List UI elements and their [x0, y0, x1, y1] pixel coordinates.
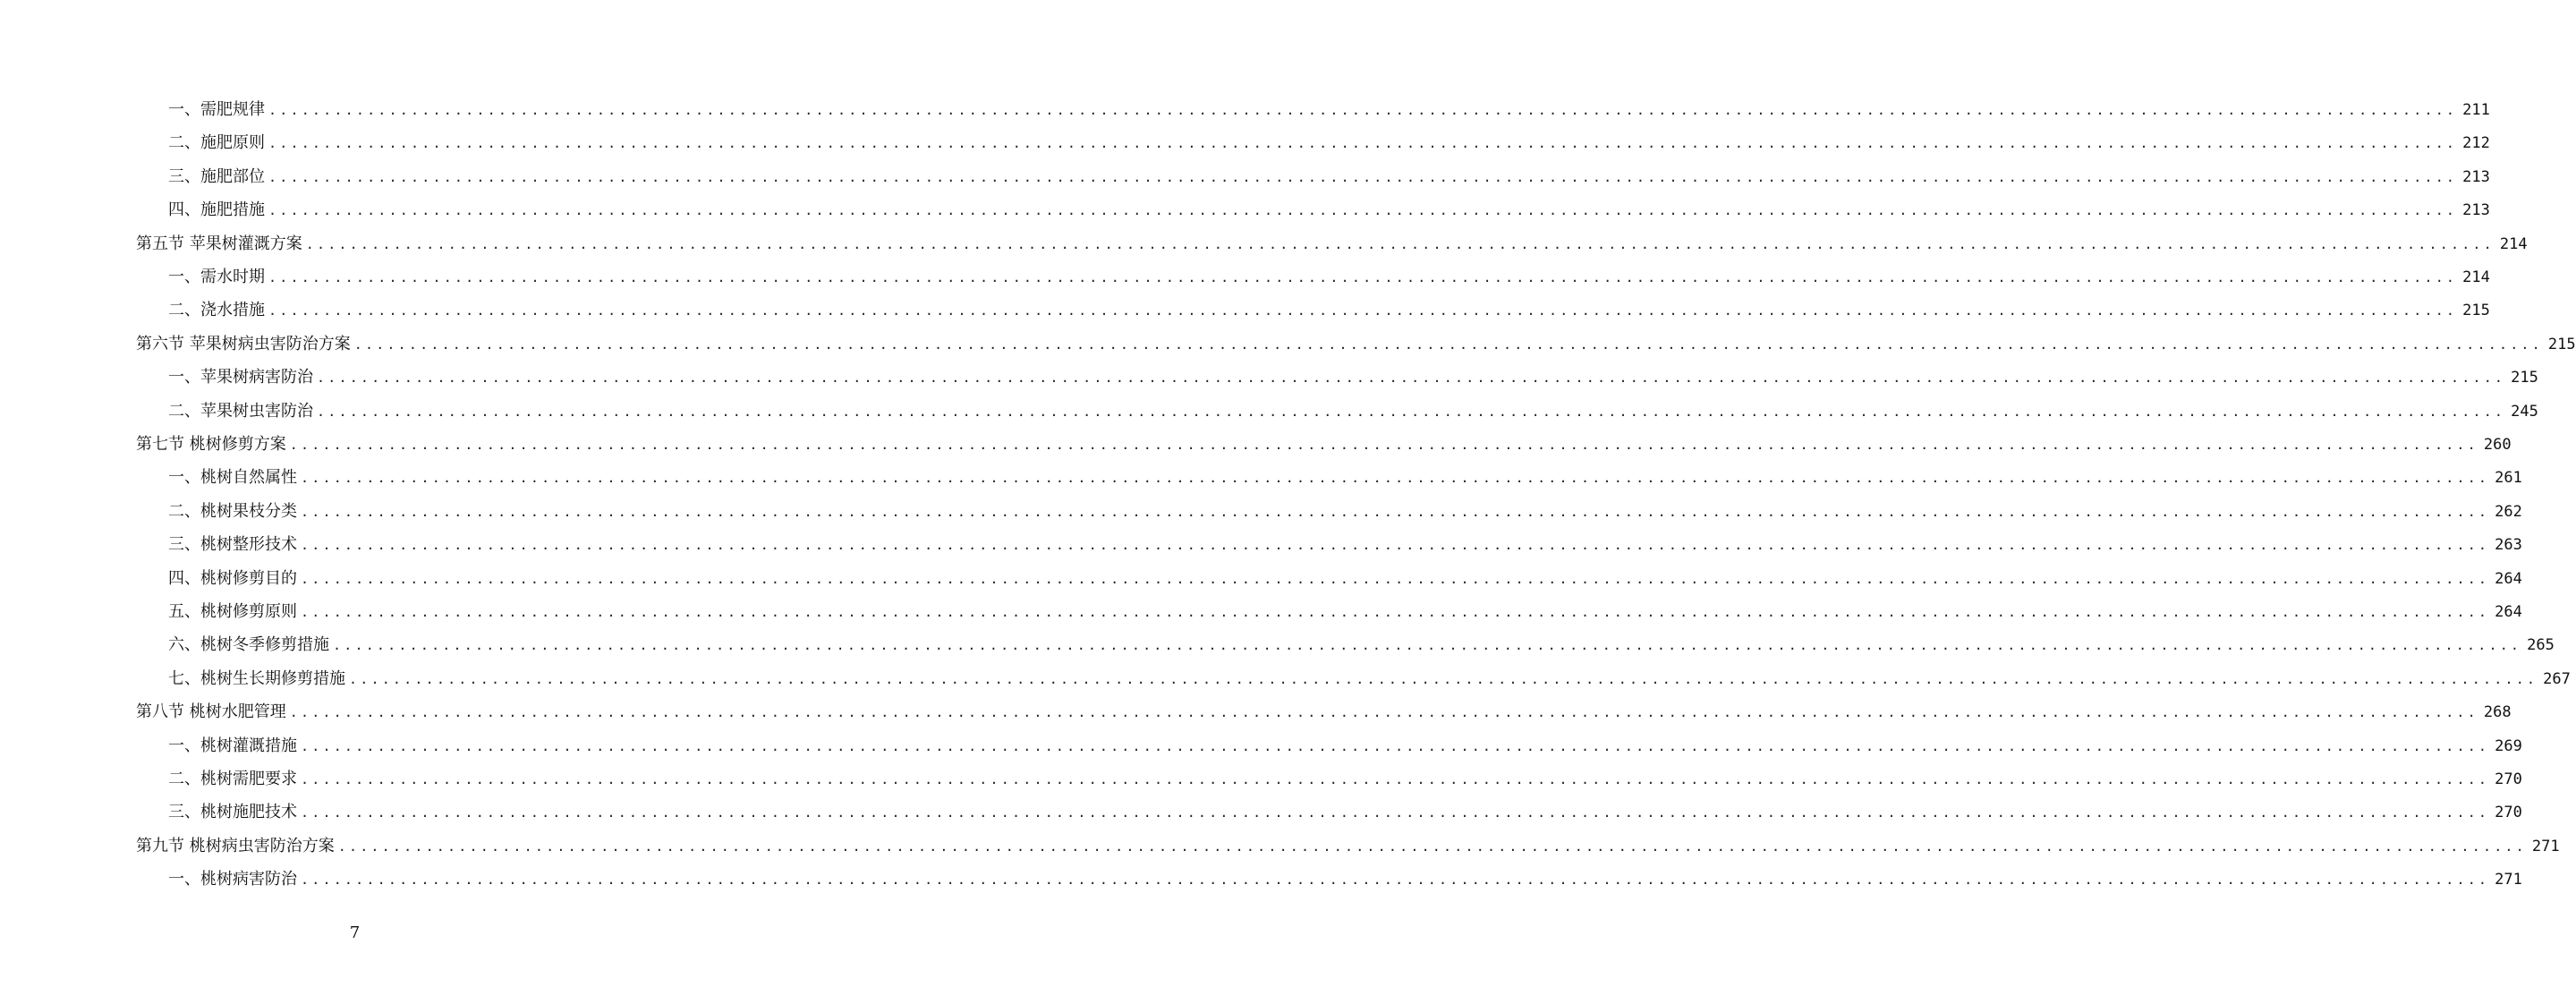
- toc-entry-page: 268: [2483, 703, 2512, 722]
- toc-subsection-entry[interactable]: [168, 388, 2538, 421]
- dot-leader: ........................................................................................................................................................................................................: [301, 470, 2490, 487]
- toc-section-entry[interactable]: [136, 689, 2512, 722]
- toc-entry-label: 一、桃树自然属性: [168, 468, 297, 488]
- toc-entry-label: 第九节 桃树病虫害防治方案: [136, 836, 335, 855]
- toc-subsection-entry[interactable]: [168, 589, 2522, 622]
- toc-entry-label: 三、桃树施肥技术: [168, 803, 297, 822]
- toc-entry-page: 245: [2511, 402, 2538, 421]
- toc-entry-label: 一、需肥规律: [168, 100, 265, 119]
- dot-leader: ........................................................................................................................................................................................................: [353, 336, 2543, 353]
- page-number: 7: [349, 923, 361, 942]
- dot-leader: ........................................................................................................................................................................................................: [333, 637, 2522, 654]
- toc-subsection-entry[interactable]: [168, 120, 2490, 153]
- toc-entry-page: 267: [2543, 669, 2571, 688]
- dot-leader: ........................................................................................................................................................................................................: [301, 771, 2490, 787]
- toc-entry-label: 第七节 桃树修剪方案: [136, 435, 286, 454]
- dot-leader: ........................................................................................................................................................................................................: [268, 269, 2458, 285]
- toc-entry-label: 二、浇水措施: [168, 301, 265, 320]
- toc-subsection-entry[interactable]: [168, 354, 2538, 387]
- toc-entry-page: 271: [2495, 871, 2522, 889]
- toc-entry-page: 263: [2495, 536, 2522, 555]
- dot-leader: ........................................................................................................................................................................................................: [289, 704, 2478, 721]
- toc-entry-label: 二、苹果树虫害防治: [168, 401, 313, 421]
- toc-entry-page: 264: [2495, 603, 2522, 621]
- toc-entry-page: 215: [2462, 302, 2490, 320]
- dot-leader: ........................................................................................................................................................................................................: [317, 370, 2506, 387]
- dot-leader: ........................................................................................................................................................................................................: [301, 872, 2490, 889]
- toc-entry-page: 212: [2462, 134, 2490, 153]
- toc-entry-label: 六、桃树冬季修剪措施: [168, 635, 329, 655]
- dot-leader: ........................................................................................................................................................................................................: [301, 804, 2490, 821]
- dot-leader: ........................................................................................................................................................................................................: [301, 737, 2490, 754]
- toc-subsection-entry[interactable]: [168, 756, 2522, 789]
- toc-entry-page: 270: [2495, 770, 2522, 788]
- toc-entry-page: 271: [2531, 837, 2560, 855]
- toc-entry-page: 261: [2495, 469, 2522, 488]
- dot-leader: ........................................................................................................................................................................................................: [289, 437, 2478, 453]
- toc-entry-page: 262: [2495, 502, 2522, 521]
- toc-entry-label: 二、桃树需肥要求: [168, 770, 297, 788]
- toc-subsection-entry[interactable]: [168, 522, 2522, 555]
- dot-leader: ........................................................................................................................................................................................................: [268, 135, 2458, 152]
- toc-entry-label: 五、桃树修剪原则: [168, 602, 297, 621]
- dot-leader: ........................................................................................................................................................................................................: [301, 503, 2490, 520]
- toc-subsection-entry[interactable]: [168, 187, 2490, 220]
- toc-entry-label: 一、苹果树病害防治: [168, 368, 313, 387]
- toc-subsection-entry[interactable]: [168, 723, 2522, 756]
- toc-subsection-entry[interactable]: [168, 489, 2522, 522]
- toc-entry-page: 211: [2462, 101, 2490, 119]
- toc-entry-label: 一、桃树病害防治: [168, 870, 297, 889]
- dot-leader: ........................................................................................................................................................................................................: [268, 302, 2458, 319]
- toc-entry-page: 214: [2462, 268, 2490, 286]
- toc-subsection-entry[interactable]: [168, 622, 2555, 655]
- dot-leader: ........................................................................................................................................................................................................: [301, 537, 2490, 554]
- dot-leader: ........................................................................................................................................................................................................: [268, 202, 2458, 219]
- dot-leader: ........................................................................................................................................................................................................: [349, 670, 2538, 687]
- toc-entry-page: 265: [2527, 636, 2555, 655]
- toc-subsection-entry[interactable]: [168, 254, 2490, 287]
- toc-section-entry[interactable]: [136, 321, 2576, 354]
- toc-entry-page: 213: [2462, 201, 2490, 220]
- toc-entry-page: 264: [2495, 569, 2522, 588]
- dot-leader: ........................................................................................................................................................................................................: [301, 604, 2490, 620]
- dot-leader: ........................................................................................................................................................................................................: [268, 102, 2458, 118]
- toc-entry-page: 213: [2462, 167, 2490, 186]
- toc-section-entry[interactable]: [136, 221, 2528, 254]
- toc-entry-label: 一、桃树灌溉措施: [168, 736, 297, 755]
- toc-subsection-entry[interactable]: [168, 856, 2522, 889]
- toc-entry-label: 一、需水时期: [168, 268, 265, 286]
- toc-section-entry[interactable]: [136, 823, 2560, 856]
- toc-entry-label: 第五节 苹果树灌溉方案: [136, 234, 302, 253]
- toc-entry-page: 214: [2499, 234, 2528, 253]
- dot-leader: ........................................................................................................................................................................................................: [337, 838, 2527, 855]
- toc-entry-page: 215: [2547, 335, 2576, 353]
- toc-subsection-entry[interactable]: [168, 556, 2522, 589]
- dot-leader: ........................................................................................................................................................................................................: [305, 235, 2495, 252]
- dot-leader: ........................................................................................................................................................................................................: [268, 168, 2458, 185]
- toc-entry-label: 第八节 桃树水肥管理: [136, 702, 286, 722]
- toc-entry-label: 七、桃树生长期修剪措施: [168, 668, 345, 688]
- toc-subsection-entry[interactable]: [168, 154, 2490, 187]
- toc-entry-label: 第六节 苹果树病虫害防治方案: [136, 334, 351, 353]
- toc-entry-page: 215: [2511, 369, 2538, 387]
- toc-subsection-entry[interactable]: [168, 455, 2522, 488]
- dot-leader: ........................................................................................................................................................................................................: [301, 570, 2490, 587]
- dot-leader: ........................................................................................................................................................................................................: [317, 403, 2506, 420]
- toc-entry-page: 269: [2495, 736, 2522, 755]
- toc-entry-label: 二、施肥原则: [168, 133, 265, 153]
- toc-subsection-entry[interactable]: [168, 287, 2490, 320]
- toc-entry-label: 四、施肥措施: [168, 200, 265, 220]
- toc-entry-page: 270: [2495, 804, 2522, 822]
- toc-entry-label: 二、桃树果枝分类: [168, 501, 297, 521]
- toc-subsection-entry[interactable]: [168, 87, 2490, 120]
- toc-entry-label: 四、桃树修剪目的: [168, 568, 297, 588]
- toc-entry-label: 三、桃树整形技术: [168, 535, 297, 555]
- toc-subsection-entry[interactable]: [168, 789, 2522, 822]
- toc-entry-label: 三、施肥部位: [168, 166, 265, 186]
- toc-subsection-entry[interactable]: [168, 656, 2571, 689]
- toc-section-entry[interactable]: [136, 421, 2512, 455]
- toc-entry-page: 260: [2483, 436, 2512, 454]
